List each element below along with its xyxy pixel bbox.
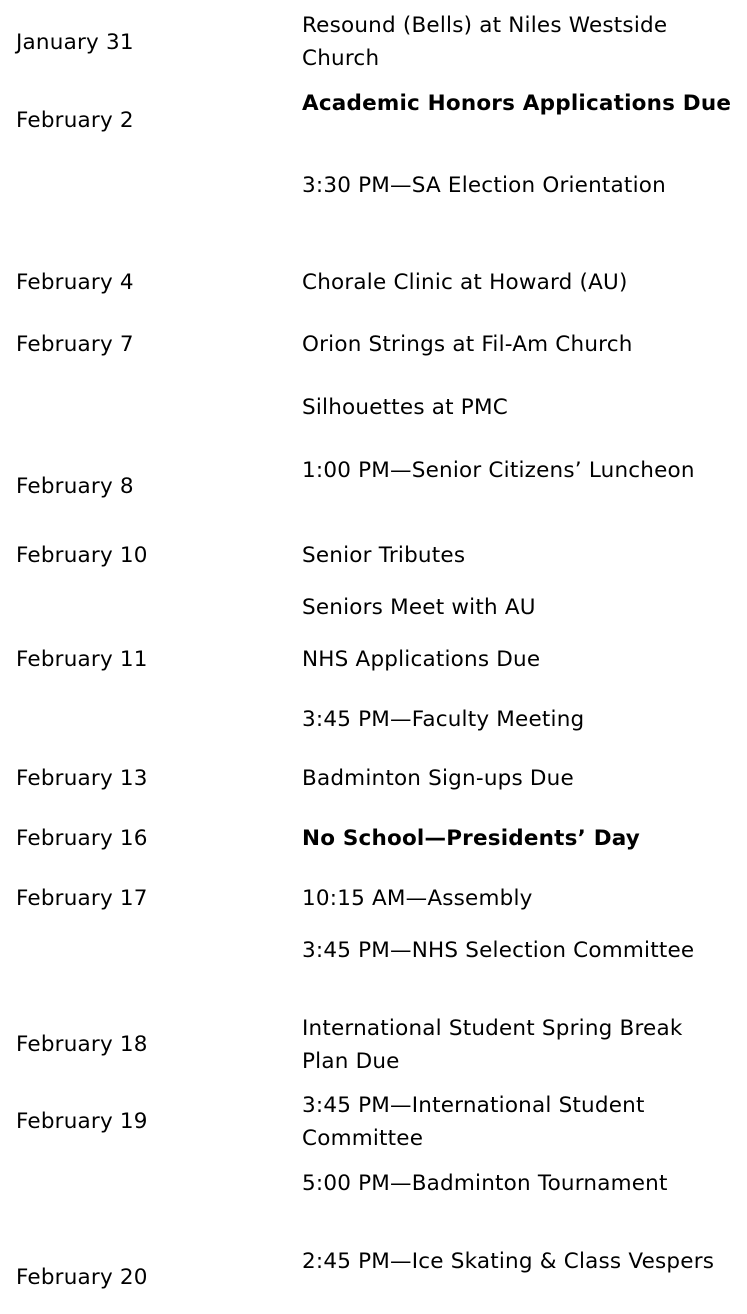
event-item: Orion Strings at Fil-Am Church bbox=[302, 332, 633, 357]
event-item: Senior Tributes bbox=[302, 543, 466, 568]
event-item: Chorale Clinic at Howard (AU) bbox=[302, 270, 628, 295]
event-item: 5:00 PM—Badminton Tournament bbox=[302, 1171, 668, 1196]
date-label: January 31 bbox=[16, 30, 134, 55]
event-item: 3:45 PM—Faculty Meeting bbox=[302, 707, 585, 732]
date-label: February 17 bbox=[16, 886, 148, 911]
event-item: 3:30 PM—SA Election Orientation bbox=[302, 173, 666, 198]
event-item: 2:45 PM—Ice Skating & Class Vespers bbox=[302, 1249, 715, 1274]
date-label: February 7 bbox=[16, 332, 134, 357]
event-item: Resound (Bells) at Niles Westside Church bbox=[302, 13, 668, 71]
event-item: 3:45 PM—International Student Committee bbox=[302, 1093, 645, 1151]
event-item: International Student Spring Break Plan Due bbox=[302, 1016, 683, 1074]
event-item: 1:00 PM—Senior Citizens’ Luncheon bbox=[302, 458, 695, 483]
date-label: February 16 bbox=[16, 826, 148, 851]
date-label: February 8 bbox=[16, 474, 134, 499]
event-item: Silhouettes at PMC bbox=[302, 395, 508, 420]
event-item: Seniors Meet with AU bbox=[302, 595, 536, 620]
date-label: February 20 bbox=[16, 1265, 148, 1290]
date-label: February 18 bbox=[16, 1032, 148, 1057]
date-label: February 4 bbox=[16, 270, 134, 295]
date-label: February 10 bbox=[16, 543, 148, 568]
event-item: 10:15 AM—Assembly bbox=[302, 886, 533, 911]
event-item: Academic Honors Applications Due bbox=[302, 91, 732, 116]
event-item: No School—Presidents’ Day bbox=[302, 826, 641, 851]
date-label: February 2 bbox=[16, 108, 134, 133]
event-item: 3:45 PM—NHS Selection Committee bbox=[302, 938, 695, 963]
event-item: NHS Applications Due bbox=[302, 647, 541, 672]
date-label: February 13 bbox=[16, 766, 148, 791]
event-item: Badminton Sign-ups Due bbox=[302, 766, 574, 791]
date-label: February 11 bbox=[16, 647, 148, 672]
date-label: February 19 bbox=[16, 1109, 148, 1134]
